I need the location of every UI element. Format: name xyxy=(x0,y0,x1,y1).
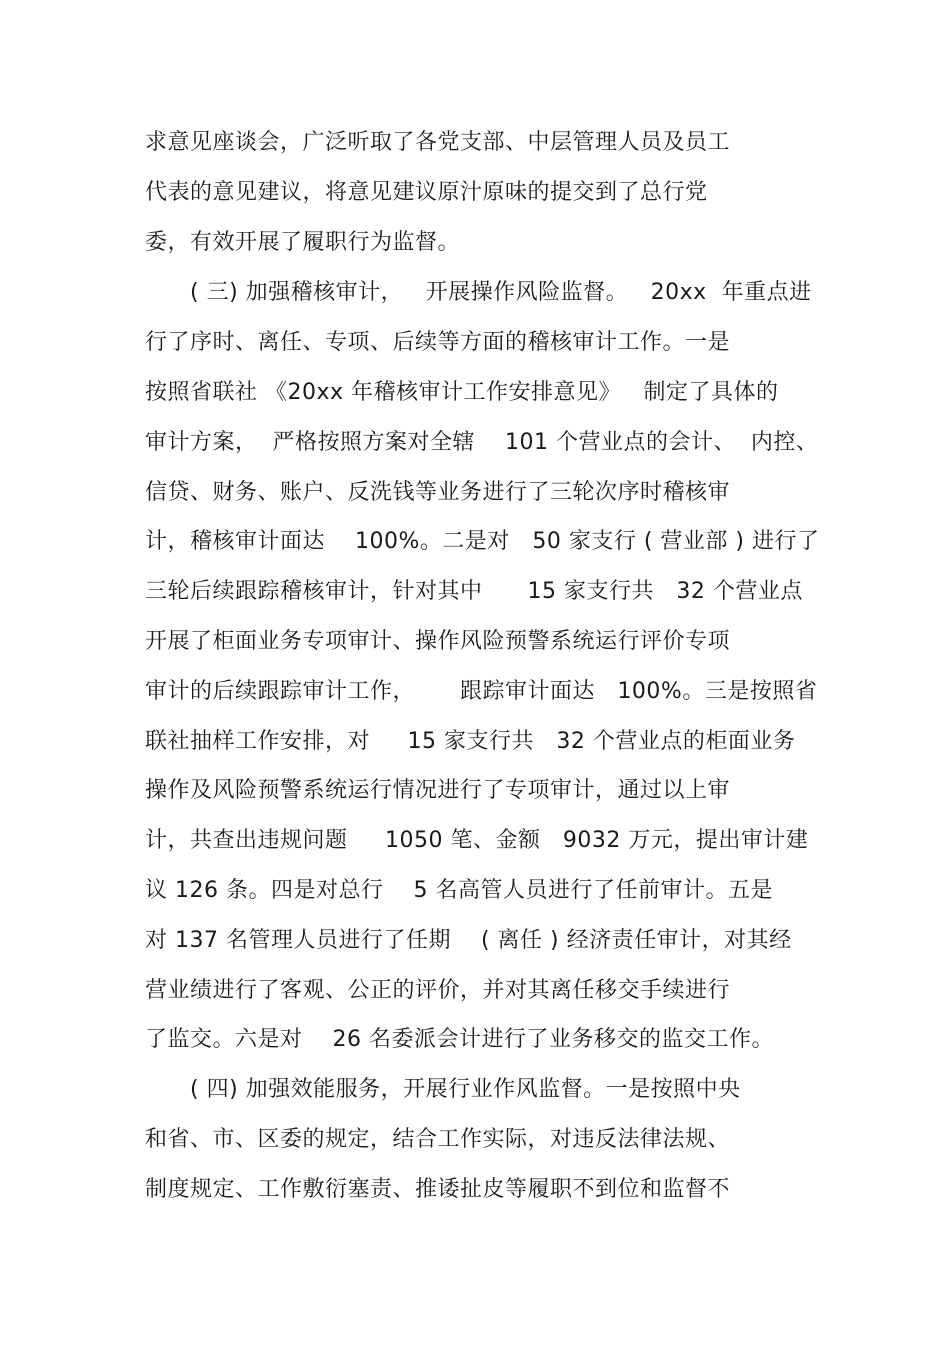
text-line: 开展了柜面业务专项审计、操作风险预警系统运行评价专项 xyxy=(145,629,731,654)
text-line: 联社抽样工作安排，对 15 家支行共 32 个营业点的柜面业务 xyxy=(145,729,796,754)
text-line: 营业绩进行了客观、公正的评价，并对其离任移交手续进行 xyxy=(145,978,731,1003)
text-line: 代表的意见建议，将意见建议原汁原味的提交到了总行党 xyxy=(145,180,708,205)
text-line: 对 137 名管理人员进行了任期 ( 离任 ) 经济责任审计，对其经 xyxy=(145,928,792,953)
text-line: 求意见座谈会，广泛听取了各党支部、中层管理人员及员工 xyxy=(145,130,731,155)
text-line: 制度规定、工作敷衍塞责、推诿扯皮等履职不到位和监督不 xyxy=(145,1177,731,1202)
text-line: 操作及风险预警系统运行情况进行了专项审计，通过以上审 xyxy=(145,778,731,803)
text-line: 委，有效开展了履职行为监督。 xyxy=(145,230,461,255)
text-line: 审计的后续跟踪审计工作， 跟踪审计面达 100%。三是按照省 xyxy=(145,679,818,704)
text-line: 三轮后续跟踪稽核审计，针对其中 15 家支行共 32 个营业点 xyxy=(145,579,803,604)
text-line: 审计方案， 严格按照方案对全辖 101 个营业点的会计、 内控、 xyxy=(145,430,819,455)
text-line: 议 126 条。四是对总行 5 名高管人员进行了任前审计。五是 xyxy=(145,878,773,903)
text-line: 信贷、财务、账户、反洗钱等业务进行了三轮次序时稽核审 xyxy=(145,480,731,505)
text-line: 和省、市、区委的规定，结合工作实际，对违反法律法规、 xyxy=(145,1127,731,1152)
text-line: 计，稽核审计面达 100%。二是对 50 家支行 ( 营业部 ) 进行了 xyxy=(145,529,820,554)
text-line: 按照省联社 《20xx 年稽核审计工作安排意见》 制定了具体的 xyxy=(145,380,779,405)
section-heading-3: ( 三) 加强稽核审计， 开展操作风险监督。 20xx 年重点进 xyxy=(190,280,812,305)
section-heading-4: ( 四) 加强效能服务，开展行业作风监督。一是按照中央 xyxy=(190,1077,741,1102)
text-line: 了监交。六是对 26 名委派会计进行了业务移交的监交工作。 xyxy=(145,1027,774,1052)
text-line: 计，共查出违规问题 1050 笔、金额 9032 万元，提出审计建 xyxy=(145,828,809,853)
text-line: 行了序时、离任、专项、后续等方面的稽核审计工作。一是 xyxy=(145,330,731,355)
